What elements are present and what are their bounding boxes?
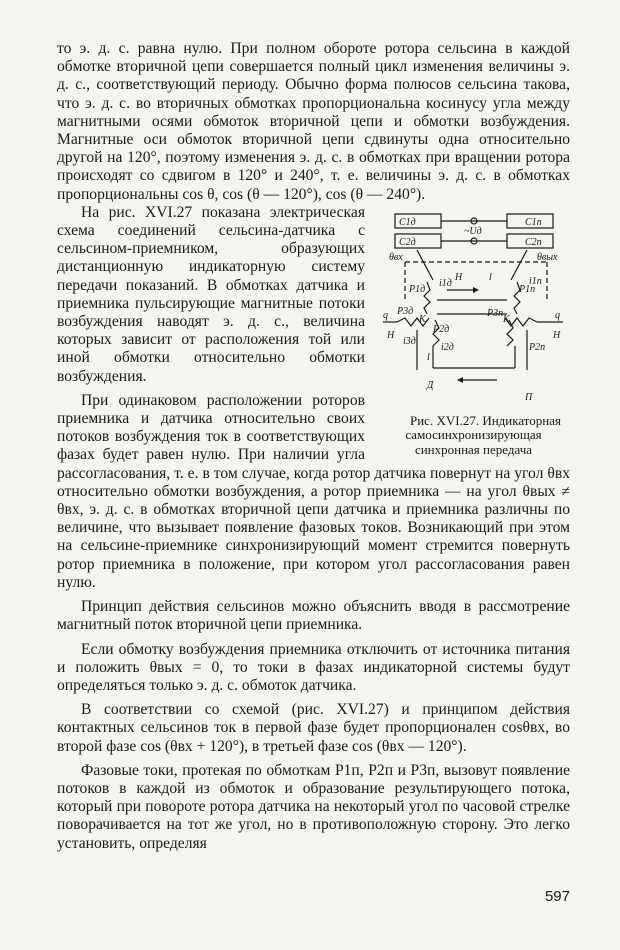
page-body <box>57 40 570 853</box>
label-h-right: Н <box>553 329 561 341</box>
label-k-left: K <box>419 313 426 325</box>
paragraph-3: При одинаковом расположении роторов приемника и датчика относительно своих потоков возбуждения ток в соответствующих фазах будет равен нулю. При наличии угла рассогласования, т. е. в том случае, когда ротор датчика повернут на угол θвх относительно обмотки возбуждения, а ротор приемника — на угол θвых ≠ θвх, э. д. с. в обмотках вторичной цепи датчика и приемника различны по величине, что вызывает появление фазовых токов. Возникающий при этом на сельсине-приемнике синхронизирующий момент стремится повернуть ротор приемника в положение, при котором угол рассогласования равен нулю. <box>57 391 570 591</box>
label-theta-in: θвх <box>389 251 403 263</box>
label-c2d: C2д <box>399 236 416 248</box>
label-h-top: Н <box>455 271 463 283</box>
label-i1p: i1п <box>529 275 542 287</box>
label-theta-out: θвых <box>537 251 558 263</box>
paragraph-2-text: На рис. XVI.27 показана электрическая схема соединений сельсина-датчика с сельсином-приемником, образующих дистанционную индикаторную систему передачи показаний. В обмотках датчика и приемника пульсирующие магнитные потоки возбуждения наводят э. д. с., величина которых зависит от расположения той или иной обмотки относительно обмотки возбуждения. <box>57 203 365 385</box>
label-p3d: P3д <box>397 305 414 317</box>
paragraph-5: Если обмотку возбуждения приемника отключить от источника питания и положить θвых = 0, то токи в фазах индикаторной системы будут определяться только э. д. с. обмоток датчика. <box>57 640 570 694</box>
label-p2d: P2д <box>433 323 450 335</box>
selsyn-circuit-diagram <box>377 210 570 410</box>
label-l-left: l <box>427 351 430 363</box>
paragraph-7: Фазовые токи, протекая по обмоткам P1п, P2п и P3п, вызовут появление потоков в каждой из обмоток и образование результирующего потока, который при повороте ротора датчика на некоторый угол по часовой стрелке поворачивается на тот же угол, но в противоположную сторону. Это легко установить, определяя <box>57 761 570 852</box>
label-h-left: Н <box>387 329 395 341</box>
paragraph-4: Принцип действия сельсинов можно объяснить вводя в рассмотрение магнитный поток вторичной цепи приемника. <box>57 598 570 634</box>
label-p2p: P2п <box>529 341 546 353</box>
label-k-right: K <box>503 313 510 325</box>
label-i1d: i1д <box>439 277 452 289</box>
paragraph-2 <box>57 203 570 457</box>
label-q-left: q <box>383 309 388 321</box>
label-i2d: i2д <box>441 341 454 353</box>
paragraph-1: то э. д. с. равна нулю. При полном обороте ротора сельсина в каждой обмотке вторичной цепи совершается полный цикл изменения величины э. д. с., соответствующий периоду. Обычно форма полюсов сельсина такова, что э. д. с. во вторичных обмотках пропорциональна косинусу угла между магнитными осями обмоток вторичной цепи и обмотки возбуждения. Магнитные оси обмоток вторичной цепи сдвинуты одна относительно другой на 120°, поэтому изменения э. д. с. в обмотках при вращении ротора происходят со сдвигом в 120° и 240°, т. е. величины э. д. с. в обмотках пропорциональны cos θ, cos (θ — 120°), cos (θ — 240°). <box>57 40 570 203</box>
label-i3d: i3д <box>403 335 416 347</box>
label-p1d: P1д <box>409 283 426 295</box>
paragraph-6: В соответствии со схемой (рис. XVI.27) и принципом действия контактных сельсинов ток в первой фазе будет пропорционален cosθвх, во второй фазе cos (θвх + 120°), в третьей фазе cos (θвх — 120°). <box>57 701 570 755</box>
label-c1d: C1д <box>399 216 416 228</box>
label-c1p: C1п <box>525 216 542 228</box>
page-number: 597 <box>544 888 570 905</box>
label-ud: ~Uд <box>464 225 482 237</box>
figure-xvi-27 <box>377 210 570 458</box>
label-q-right: q <box>555 309 560 321</box>
label-l-right: l <box>489 271 492 283</box>
label-p3p: P3п <box>487 307 504 319</box>
label-d: Д <box>427 379 434 391</box>
label-p: П <box>525 391 533 403</box>
figure-caption: Рис. XVI.27. Индикаторная самосинхронизирующая синхронная передача <box>405 412 561 457</box>
label-p1p: P1п <box>519 283 536 295</box>
label-c2p: C2п <box>525 236 542 248</box>
